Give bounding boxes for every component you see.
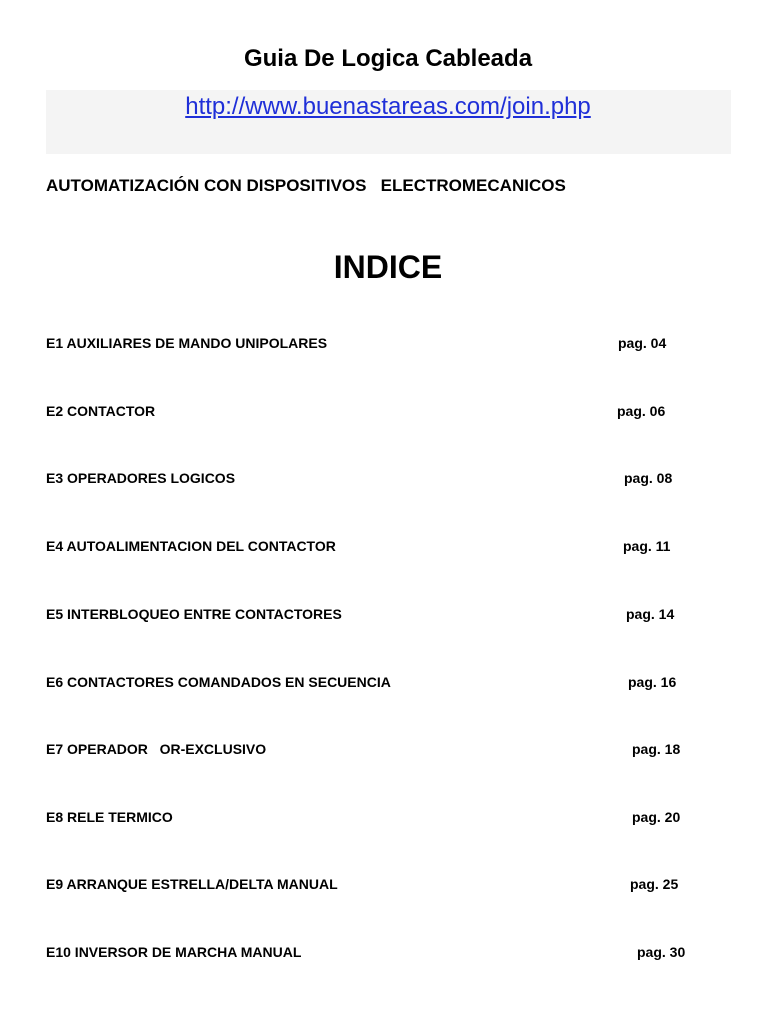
toc-entry-page: pag. 06 [617,403,666,419]
toc-entry-e9[interactable] [0,874,768,894]
toc-entry-page: pag. 04 [618,335,667,351]
toc-entry-page: pag. 30 [637,944,686,960]
toc-entry-e3[interactable] [0,468,768,488]
toc-entry-page: pag. 11 [623,538,671,554]
toc-entry-title: E2 CONTACTOR [46,403,156,419]
toc-entry-e6[interactable] [0,672,768,692]
toc-entry-page: pag. 18 [632,741,681,757]
toc-entry-e7[interactable] [0,739,768,759]
document-subtitle: AUTOMATIZACIÓN CON DISPOSITIVOS ELECTROMECANICOS [46,176,566,195]
toc-entry-e5[interactable] [0,604,768,624]
toc-entry-title: E6 CONTACTORES COMANDADOS EN SECUENCIA [46,674,391,690]
toc-entry-title: E9 ARRANQUE ESTRELLA/DELTA MANUAL [46,876,338,892]
toc-entry-title: E8 RELE TERMICO [46,809,173,825]
toc-entry-e1[interactable] [0,333,768,353]
toc-entry-title: E4 AUTOALIMENTACION DEL CONTACTOR [46,538,336,554]
toc-entry-title: E7 OPERADOR OR-EXCLUSIVO [46,741,267,757]
toc-entry-e4[interactable] [0,536,768,556]
toc-entry-e8[interactable] [0,807,768,827]
index-heading: INDICE [333,249,443,285]
toc-entry-title: E1 AUXILIARES DE MANDO UNIPOLARES [46,335,328,351]
toc-entry-page: pag. 16 [628,674,677,690]
toc-entry-page: pag. 25 [630,876,679,892]
toc-entry-title: E5 INTERBLOQUEO ENTRE CONTACTORES [46,606,342,622]
toc-entry-page: pag. 20 [632,809,681,825]
toc-entry-page: pag. 14 [626,606,675,622]
toc-entry-e2[interactable] [0,401,768,421]
toc-entry-title: E10 INVERSOR DE MARCHA MANUAL [46,944,302,960]
toc-entry-title: E3 OPERADORES LOGICOS [46,470,236,486]
toc-entry-page: pag. 08 [624,470,673,486]
toc-entry-e10[interactable] [0,942,768,962]
source-link[interactable]: http://www.buenastareas.com/join.php [185,93,591,120]
document-title: Guia De Logica Cableada [243,45,533,72]
